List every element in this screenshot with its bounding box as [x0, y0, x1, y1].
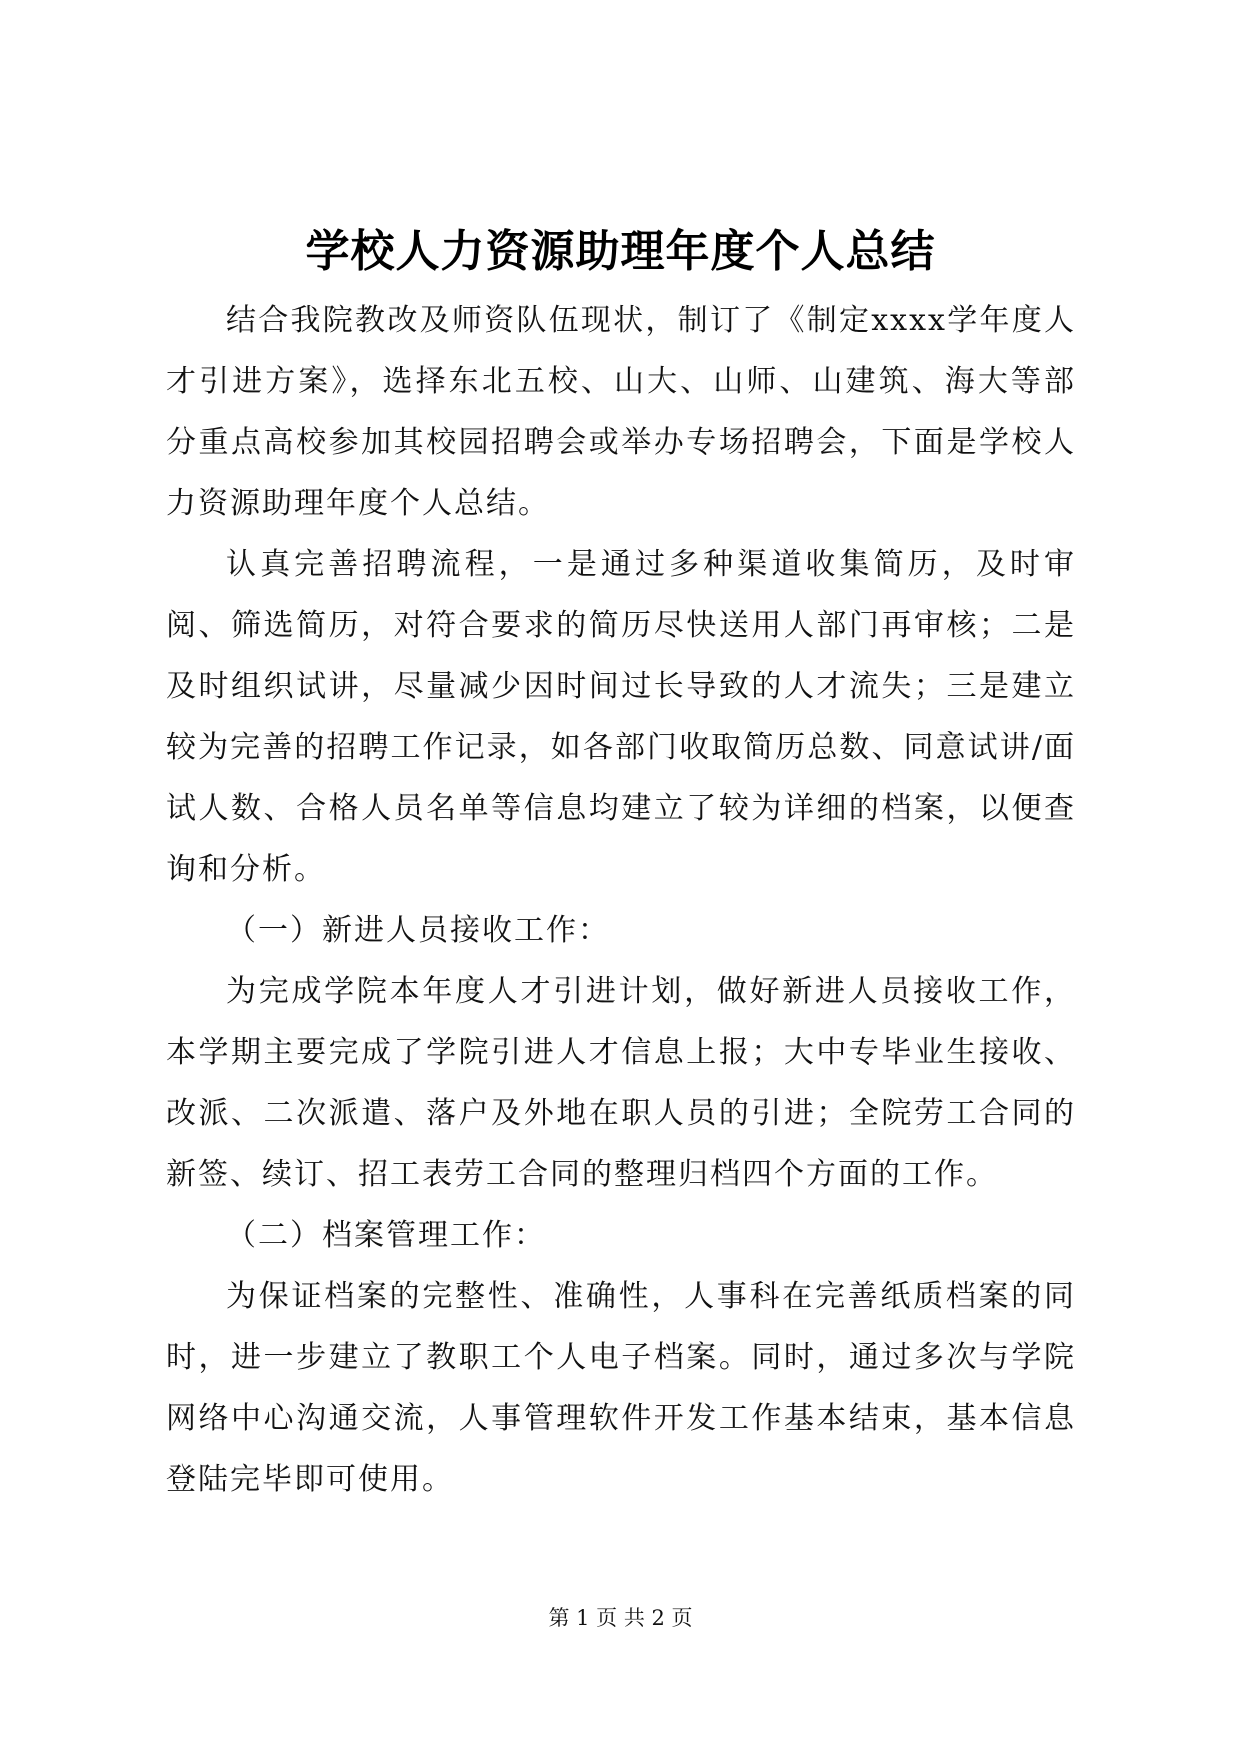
section-heading-new-staff: （一）新进人员接收工作： — [226, 913, 610, 948]
paragraph-intro: 结合我院教改及师资队伍现状，制订了《制定xxxx学年度人才引进方案》，选择东北五校、山大、山师、山建筑、海大等部分重点高校参加其校园招聘会或举办专场招聘会，下面是学校人力资源助理年度个人总结。 — [166, 303, 1076, 521]
document-title: 学校人力资源助理年度个人总结 — [305, 226, 936, 277]
paragraph-recruitment: 认真完善招聘流程，一是通过多种渠道收集简历，及时审阅、筛选简历，对符合要求的简历尽快送用人部门再审核；二是及时组织试讲，尽量减少因时间过长导致的人才流失；三是建立较为完善的招聘工作记录，如各部门收取简历总数、同意试讲/面试人数、合格人员名单等信息均建立了较为详细的档案，以便查询和分析。 — [166, 547, 1076, 887]
page-footer: 第 1 页 共 2 页 — [548, 1606, 693, 1630]
document-body — [166, 290, 1076, 1510]
paragraph-new-staff: 为完成学院本年度人才引进计划，做好新进人员接收工作，本学期主要完成了学院引进人才信息上报；大中专毕业生接收、改派、二次派遣、落户及外地在职人员的引进；全院劳工合同的新签、续订、招工表劳工合同的整理归档四个方面的工作。 — [166, 974, 1076, 1192]
paragraph-archives: 为保证档案的完整性、准确性，人事科在完善纸质档案的同时，进一步建立了教职工个人电子档案。同时，通过多次与学院网络中心沟通交流，人事管理软件开发工作基本结束，基本信息登陆完毕即可使用。 — [166, 1279, 1076, 1497]
section-heading-archives: （二）档案管理工作： — [226, 1218, 546, 1253]
